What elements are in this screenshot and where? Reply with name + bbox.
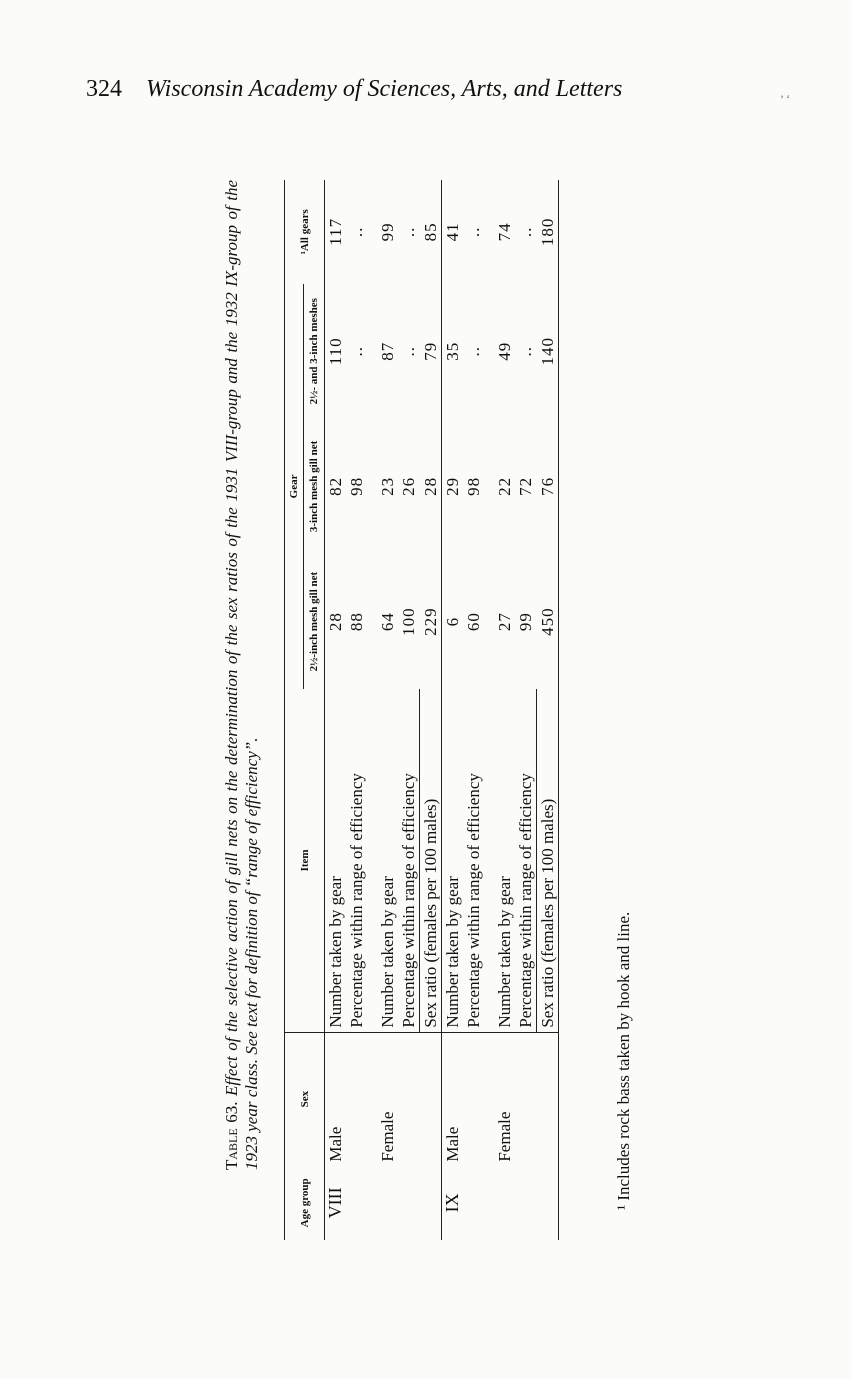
header-2-5-inch: 2½-inch mesh gill net xyxy=(304,554,325,689)
value-cell: 29 xyxy=(442,419,464,554)
age-group-cell: IX xyxy=(442,1166,559,1240)
value-cell: 85 xyxy=(420,222,440,242)
page-header xyxy=(86,76,746,103)
value-cell: 74 xyxy=(495,222,514,242)
value-cell: .. xyxy=(516,346,535,357)
table-footnote: ¹ Includes rock bass taken by hook and line. xyxy=(614,911,633,1210)
value-cell: 229 xyxy=(420,607,440,636)
item-cell: Sex ratio (females per 100 males) xyxy=(537,689,559,1032)
journal-title: Wisconsin Academy of Sciences, Arts, and Letters xyxy=(146,76,623,102)
table-row xyxy=(377,180,398,1240)
sex-cell: Male xyxy=(442,1032,485,1165)
value-cell: 49 xyxy=(495,341,514,361)
value-cell: .. xyxy=(399,226,418,238)
value-cell: 79 xyxy=(420,341,440,361)
item-cell: Sex ratio (females per 100 males) xyxy=(420,689,442,1032)
item-cell: Number taken by gear xyxy=(325,689,347,1032)
value-cell: 28 xyxy=(420,476,440,496)
sex-cell: Male xyxy=(326,1126,345,1162)
item-cell: Percentage within range of efficiency xyxy=(398,689,420,1032)
value-cell: 100 xyxy=(399,607,418,636)
value-cell: 87 xyxy=(378,341,397,361)
value-cell: .. xyxy=(399,346,418,357)
item-cell: Percentage within range of efficiency xyxy=(346,689,367,1032)
sex-cell: Female xyxy=(378,1111,397,1162)
item-cell: Number taken by gear xyxy=(377,689,398,1032)
table-title: Effect of the selective action of gill nets on the determination of the sex ratios of the 1931 VIII-group and the 1932 IX-group of the 1923 year class. xyxy=(222,179,261,1170)
header-age-group: Age group xyxy=(285,1166,325,1240)
header-3-inch: 3-inch mesh gill net xyxy=(304,419,325,554)
value-cell: 64 xyxy=(378,612,397,632)
table-row xyxy=(325,180,347,1240)
margin-mark: ’ ‘ xyxy=(780,92,791,106)
table-row xyxy=(420,180,442,1240)
item-cell: Percentage within range of efficiency xyxy=(515,689,537,1032)
rotated-table-block xyxy=(222,180,692,1240)
value-cell: .. xyxy=(347,226,366,238)
page-number: 324 xyxy=(86,76,122,102)
value-cell: 140 xyxy=(537,337,557,366)
table-row xyxy=(537,180,559,1240)
sex-cell: Female xyxy=(495,1111,514,1162)
value-cell: .. xyxy=(464,346,483,357)
value-cell: 117 xyxy=(326,217,345,246)
value-cell: 99 xyxy=(378,222,397,242)
value-cell: 35 xyxy=(442,284,464,419)
value-cell: .. xyxy=(516,226,535,238)
age-group-cell: VIII xyxy=(325,1187,345,1219)
header-sex: Sex xyxy=(285,1032,325,1165)
value-cell: 82 xyxy=(326,476,345,496)
item-cell: Number taken by gear xyxy=(442,689,464,1032)
value-cell: 72 xyxy=(516,476,535,496)
value-cell: .. xyxy=(347,346,366,357)
value-cell: 26 xyxy=(399,476,418,496)
value-cell: 28 xyxy=(326,612,345,632)
sex-ratio-table xyxy=(284,180,559,1240)
header-combined: 2½- and 3-inch meshes xyxy=(304,284,325,419)
value-cell: 180 xyxy=(537,217,557,247)
header-item: Item xyxy=(285,689,325,1032)
value-cell: 23 xyxy=(378,476,397,496)
value-cell: 27 xyxy=(495,612,514,632)
value-cell: .. xyxy=(464,226,483,238)
value-cell: 98 xyxy=(347,476,366,496)
value-cell: 6 xyxy=(442,554,464,689)
value-cell: 60 xyxy=(464,612,483,632)
value-cell: 99 xyxy=(516,612,535,632)
value-cell: 98 xyxy=(464,476,483,496)
value-cell: 41 xyxy=(442,180,464,284)
header-all-gears: ¹All gears xyxy=(285,180,325,284)
value-cell: 76 xyxy=(537,476,557,496)
table-row xyxy=(442,180,464,1240)
table-label: Table 63. xyxy=(222,1101,241,1170)
table-row xyxy=(494,180,515,1240)
item-cell: Number taken by gear xyxy=(494,689,515,1032)
value-cell: 88 xyxy=(347,612,366,632)
header-gear: Gear xyxy=(285,284,304,690)
value-cell: 110 xyxy=(326,337,345,366)
value-cell: 450 xyxy=(537,607,557,636)
table-note: See text for definition of “range of efficiency”. xyxy=(242,737,261,1055)
value-cell: 22 xyxy=(495,476,514,496)
item-cell: Percentage within range of efficiency xyxy=(463,689,484,1032)
table-caption xyxy=(222,180,262,1170)
